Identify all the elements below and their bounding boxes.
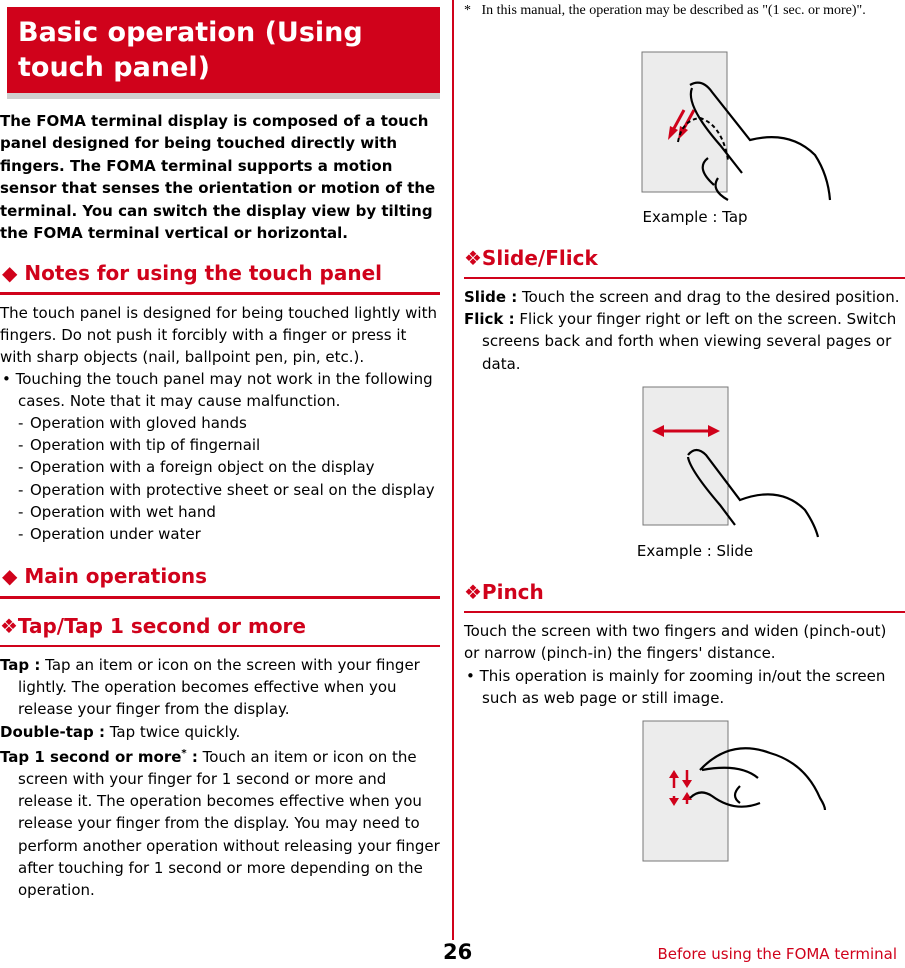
main-rule xyxy=(0,596,440,599)
page-number: 26 xyxy=(443,940,473,964)
title-banner xyxy=(7,7,440,93)
long-tap-colon: : xyxy=(186,747,198,766)
main-heading: ◆ Main operations xyxy=(2,564,208,588)
slide-rule xyxy=(464,277,905,279)
tap-caption: Example : Tap xyxy=(642,208,748,226)
long-tap-text: Touch an item or icon on the screen with your finger for 1 second or more and release it. The operation becomes effective when you release your finger from the display. You may need to perform another operation without releasing your finger after touching for 1 second or more depending on the operation. xyxy=(18,747,440,900)
page-title: Basic operation (Using touch panel) xyxy=(18,17,363,83)
double-tap-term: Double-tap : xyxy=(0,722,105,741)
notes-rule xyxy=(0,292,440,295)
notes-heading: ◆ Notes for using the touch panel xyxy=(2,261,382,285)
screen-panel xyxy=(643,387,728,525)
intro-paragraph: The FOMA terminal display is composed of a touch panel designed for being touched directly with fingers. The FOMA terminal supports a motion sensor that senses the orientation or motion of the terminal. You can switch the display view by tilting the FOMA terminal vertical or horizontal. xyxy=(0,112,436,243)
tap-text: Tap an item or icon on the screen with your finger lightly. The operation becomes effective when you release your finger from the display. xyxy=(18,656,420,719)
list-item: - Operation under water xyxy=(18,523,440,545)
flick-text: Flick your finger right or left on the screen. Switch screens back and forth when viewing several pages or data. xyxy=(482,310,897,373)
slide-definitions xyxy=(464,286,905,375)
cases-list xyxy=(18,412,440,545)
footnote: * In this manual, the operation may be described as "(1 sec. or more)". xyxy=(464,3,866,18)
tap-heading: ❖Tap/Tap 1 second or more xyxy=(0,614,306,638)
section-footer: Before using the FOMA terminal xyxy=(657,945,897,963)
slide-caption: Example : Slide xyxy=(636,542,754,560)
slide-illustration xyxy=(640,385,830,540)
pinch-heading: ❖Pinch xyxy=(464,580,544,604)
list-item: - Operation with gloved hands xyxy=(18,412,440,434)
tap-illustration xyxy=(640,50,840,205)
long-tap-term: Tap 1 second or more xyxy=(0,747,182,766)
pinch-illustration xyxy=(640,718,835,866)
list-item: - Operation with tip of fingernail xyxy=(18,434,440,456)
title-underline xyxy=(7,93,440,99)
list-item: - Operation with a foreign object on the display xyxy=(18,456,440,478)
pinch-bullet: • This operation is mainly for zooming in/out the screen such as web page or still image. xyxy=(466,667,886,708)
tap-definitions xyxy=(0,654,440,901)
screen-panel xyxy=(643,721,728,861)
double-tap-text: Tap twice quickly. xyxy=(104,722,241,741)
list-item: - Operation with wet hand xyxy=(18,501,440,523)
pinch-rule xyxy=(464,611,905,613)
slide-text: Touch the screen and drag to the desired position. xyxy=(517,288,900,306)
notes-bullet: • Touching the touch panel may not work in the following cases. Note that it may cause malfunction. xyxy=(2,370,433,411)
notes-paragraph: The touch panel is designed for being touched lightly with fingers. Do not push it forcibly with a finger or press it with sharp objects (nail, ballpoint pen, pin, etc.). xyxy=(0,304,437,367)
slide-term: Slide : xyxy=(464,288,518,306)
footnote-marker: * xyxy=(181,747,187,759)
tap-rule xyxy=(0,645,440,647)
column-divider xyxy=(452,0,454,940)
list-item: - Operation with protective sheet or seal on the display xyxy=(18,479,440,501)
pinch-paragraph: Touch the screen with two fingers and widen (pinch-out) or narrow (pinch-in) the fingers' distance. xyxy=(464,622,887,663)
slide-heading: ❖Slide/Flick xyxy=(464,246,598,270)
screen-panel xyxy=(642,52,727,192)
tap-term: Tap : xyxy=(0,656,41,674)
flick-term: Flick : xyxy=(464,310,515,329)
